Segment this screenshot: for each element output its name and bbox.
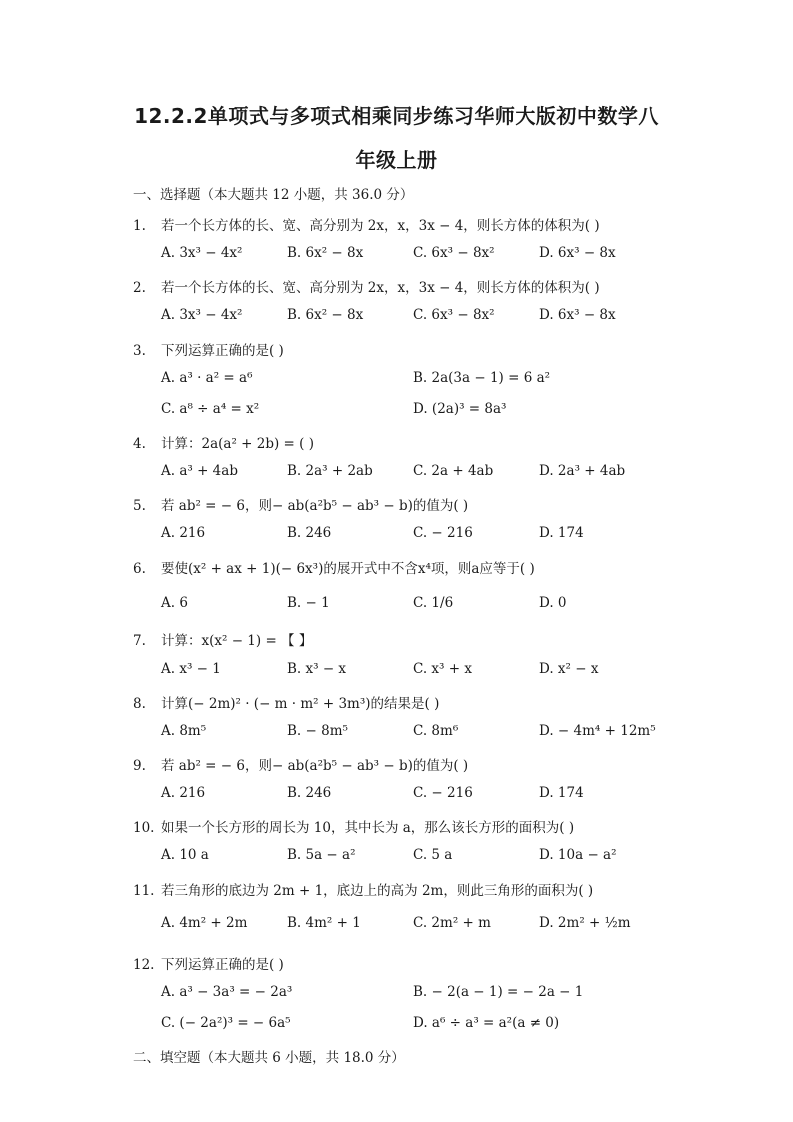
question-9 (133, 754, 468, 774)
question-text: 如果一个长方形的周长为 10，其中长为 a，那么该长方形的面积为( ) (161, 820, 575, 836)
question-4 (133, 432, 314, 452)
option-a: A. 6 (161, 595, 188, 611)
option-c: C. x³ + x (413, 661, 472, 677)
question-number: 8. (133, 696, 146, 712)
option-b: B. x³ − x (287, 661, 347, 677)
question-number: 3. (133, 343, 146, 359)
question-2 (133, 276, 600, 296)
question-text: 计算(− 2m)² · (− m · m² + 3m³)的结果是( ) (161, 696, 440, 712)
option-b: B. − 2(a − 1) = − 2a − 1 (413, 984, 584, 1000)
option-d: D. 174 (539, 525, 584, 541)
question-text: 若一个长方体的长、宽、高分别为 2x，x，3x − 4，则长方体的体积为( ) (161, 280, 600, 296)
option-c: C. − 216 (413, 525, 473, 541)
option-d: D. 10a − a² (539, 847, 617, 863)
question-text: 若三角形的底边为 2m + 1，底边上的高为 2m，则此三角形的面积为( ) (161, 883, 594, 899)
page-title-line2: 年级上册 (355, 148, 438, 172)
question-8 (133, 692, 439, 712)
question-10 (133, 816, 574, 836)
question-text: 若 ab² = − 6，则− ab(a²b⁵ − ab³ − b)的值为( ) (161, 498, 469, 514)
question-number: 11. (133, 883, 155, 899)
option-c: C. 5 a (413, 847, 453, 863)
option-b: B. 246 (287, 785, 332, 801)
question-number: 7. (133, 633, 146, 649)
option-a: A. 216 (161, 525, 206, 541)
option-b: B. 246 (287, 525, 332, 541)
question-6 (133, 557, 535, 577)
question-text: 若一个长方体的长、宽、高分别为 2x，x，3x − 4，则长方体的体积为( ) (161, 218, 600, 234)
option-d: D. (2a)³ = 8a³ (413, 401, 507, 417)
question-7 (133, 629, 312, 649)
option-c: C. 6x³ − 8x² (413, 307, 495, 323)
option-b: B. 6x² − 8x (287, 307, 364, 323)
question-1 (133, 214, 600, 234)
option-a: A. 8m⁵ (161, 723, 207, 739)
option-a: A. x³ − 1 (161, 661, 221, 677)
option-c: C. 6x³ − 8x² (413, 245, 495, 261)
option-b: B. 2a³ + 2ab (287, 463, 373, 479)
option-c: C. 2m² + m (413, 915, 491, 931)
option-a: A. a³ + 4ab (161, 463, 238, 479)
option-c: C. (− 2a²)³ = − 6a⁵ (161, 1015, 291, 1031)
question-number: 9. (133, 758, 146, 774)
option-d: D. 6x³ − 8x (539, 245, 616, 261)
option-d: D. 2m² + ½m (539, 915, 631, 931)
option-d: D. 2a³ + 4ab (539, 463, 626, 479)
option-c: C. 1/6 (413, 595, 454, 611)
option-d: D. 6x³ − 8x (539, 307, 616, 323)
option-b: B. 2a(3a − 1) = 6 a² (413, 370, 551, 386)
option-c: C. 8m⁶ (413, 723, 459, 739)
section-heading-choice: 一、选择题（本大题共 12 小题，共 36.0 分） (133, 187, 414, 203)
option-c: C. a⁸ ÷ a⁴ = x² (161, 401, 260, 417)
option-b: B. 4m² + 1 (287, 915, 361, 931)
option-a: A. 3x³ − 4x² (161, 245, 243, 261)
question-text: 下列运算正确的是( ) (161, 957, 284, 973)
option-b: B. 5a − a² (287, 847, 356, 863)
question-3 (133, 339, 284, 359)
question-12 (133, 953, 284, 973)
question-text: 要使(x² + ax + 1)(− 6x³)的展开式中不含x⁴项，则a应等于( ) (161, 561, 535, 577)
question-number: 12. (133, 957, 155, 973)
question-11 (133, 879, 593, 899)
option-b: B. − 8m⁵ (287, 723, 348, 739)
question-number: 4. (133, 436, 146, 452)
question-text: 下列运算正确的是( ) (161, 343, 284, 359)
option-d: D. a⁶ ÷ a³ = a²(a ≠ 0) (413, 1015, 560, 1031)
option-a: A. 10 a (161, 847, 209, 863)
question-number: 2. (133, 280, 146, 296)
question-text: 若 ab² = − 6，则− ab(a²b⁵ − ab³ − b)的值为( ) (161, 758, 469, 774)
option-a: A. a³ · a² = a⁶ (161, 370, 253, 386)
option-a: A. a³ − 3a³ = − 2a³ (161, 984, 293, 1000)
option-c: C. 2a + 4ab (413, 463, 494, 479)
option-b: B. 6x² − 8x (287, 245, 364, 261)
section-heading-fill: 二、填空题（本大题共 6 小题，共 18.0 分） (133, 1050, 405, 1066)
question-number: 6. (133, 561, 146, 577)
question-number: 10. (133, 820, 155, 836)
option-a: A. 3x³ − 4x² (161, 307, 243, 323)
question-text: 计算：2a(a² + 2b) = ( ) (161, 436, 314, 452)
option-d: D. 174 (539, 785, 584, 801)
option-d: D. − 4m⁴ + 12m⁵ (539, 723, 656, 739)
option-a: A. 4m² + 2m (161, 915, 248, 931)
option-d: D. 0 (539, 595, 567, 611)
question-number: 5. (133, 498, 146, 514)
option-a: A. 216 (161, 785, 206, 801)
option-c: C. − 216 (413, 785, 473, 801)
question-5 (133, 494, 468, 514)
option-b: B. − 1 (287, 595, 330, 611)
question-text: 计算：x(x² − 1) = 【 】 (161, 633, 313, 649)
option-d: D. x² − x (539, 661, 599, 677)
question-number: 1. (133, 218, 146, 234)
page-title-line1: 12.2.2单项式与多项式相乘同步练习华师大版初中数学八 (134, 104, 659, 128)
